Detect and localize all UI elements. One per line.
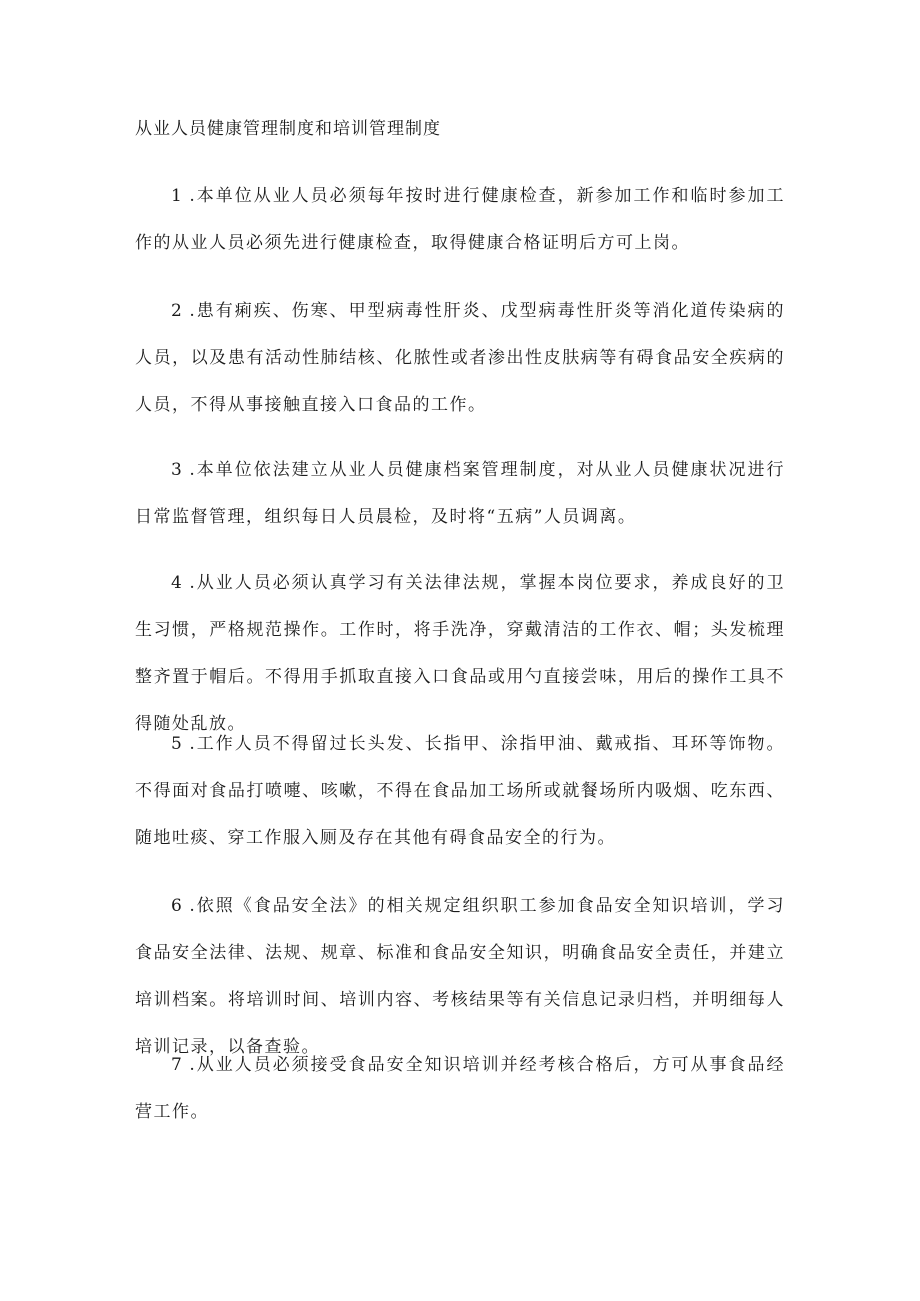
document-title: 从业人员健康管理制度和培训管理制度 (135, 119, 441, 139)
paragraph-text: .从业人员必须认真学习有关法律法规，掌握本岗位要求，养成良好的卫生习惯，严格规范操作。工作时，将手洗净，穿戴清洁的工作衣、帽；头发梳理整齐置于帽后。不得用手抓取直接入口食品或用勺直接尝味，用后的操作工具不得随处乱放。 (135, 573, 785, 734)
paragraph-number: 7 (171, 1055, 184, 1075)
paragraph-4 (135, 560, 785, 748)
paragraph-text: .工作人员不得留过长头发、长指甲、涂指甲油、戴戒指、耳环等饰物。不得面对食品打喷嚏、咳嗽，不得在食品加工场所或就餐场所内吸烟、吃东西、随地吐痰、穿工作服入厕及存在其他有碍食品安全的行为。 (135, 734, 785, 848)
paragraph-3 (135, 447, 785, 541)
paragraph-text: .依照《食品安全法》的相关规定组织职工参加食品安全知识培训，学习食品安全法律、法规、规章、标准和食品安全知识，明确食品安全责任，并建立培训档案。将培训时间、培训内容、考核结果等有关信息记录归档，并明细每人培训记录，以备查验。 (135, 896, 785, 1057)
paragraph-text: .从业人员必须接受食品安全知识培训并经考核合格后，方可从事食品经营工作。 (135, 1055, 785, 1122)
paragraph-number: 2 (171, 301, 184, 321)
paragraph-5 (135, 721, 785, 862)
paragraph-number: 3 (171, 460, 184, 480)
paragraph-1 (135, 173, 785, 267)
paragraph-text: .本单位从业人员必须每年按时进行健康检查，新参加工作和临时参加工作的从业人员必须先进行健康检查，取得健康合格证明后方可上岗。 (135, 186, 785, 253)
paragraph-text: .本单位依法建立从业人员健康档案管理制度，对从业人员健康状况进行日常监督管理，组织每日人员晨检，及时将“五病”人员调离。 (135, 460, 785, 527)
paragraph-number: 4 (171, 573, 184, 593)
paragraph-2 (135, 288, 785, 429)
paragraph-number: 5 (171, 734, 184, 754)
paragraph-7 (135, 1042, 785, 1136)
paragraph-number: 6 (171, 896, 184, 916)
paragraph-text: .患有痢疾、伤寒、甲型病毒性肝炎、戊型病毒性肝炎等消化道传染病的人员，以及患有活动性肺结核、化脓性或者渗出性皮肤病等有碍食品安全疾病的人员，不得从事接触直接入口食品的工作。 (135, 301, 785, 415)
paragraph-number: 1 (171, 186, 184, 206)
